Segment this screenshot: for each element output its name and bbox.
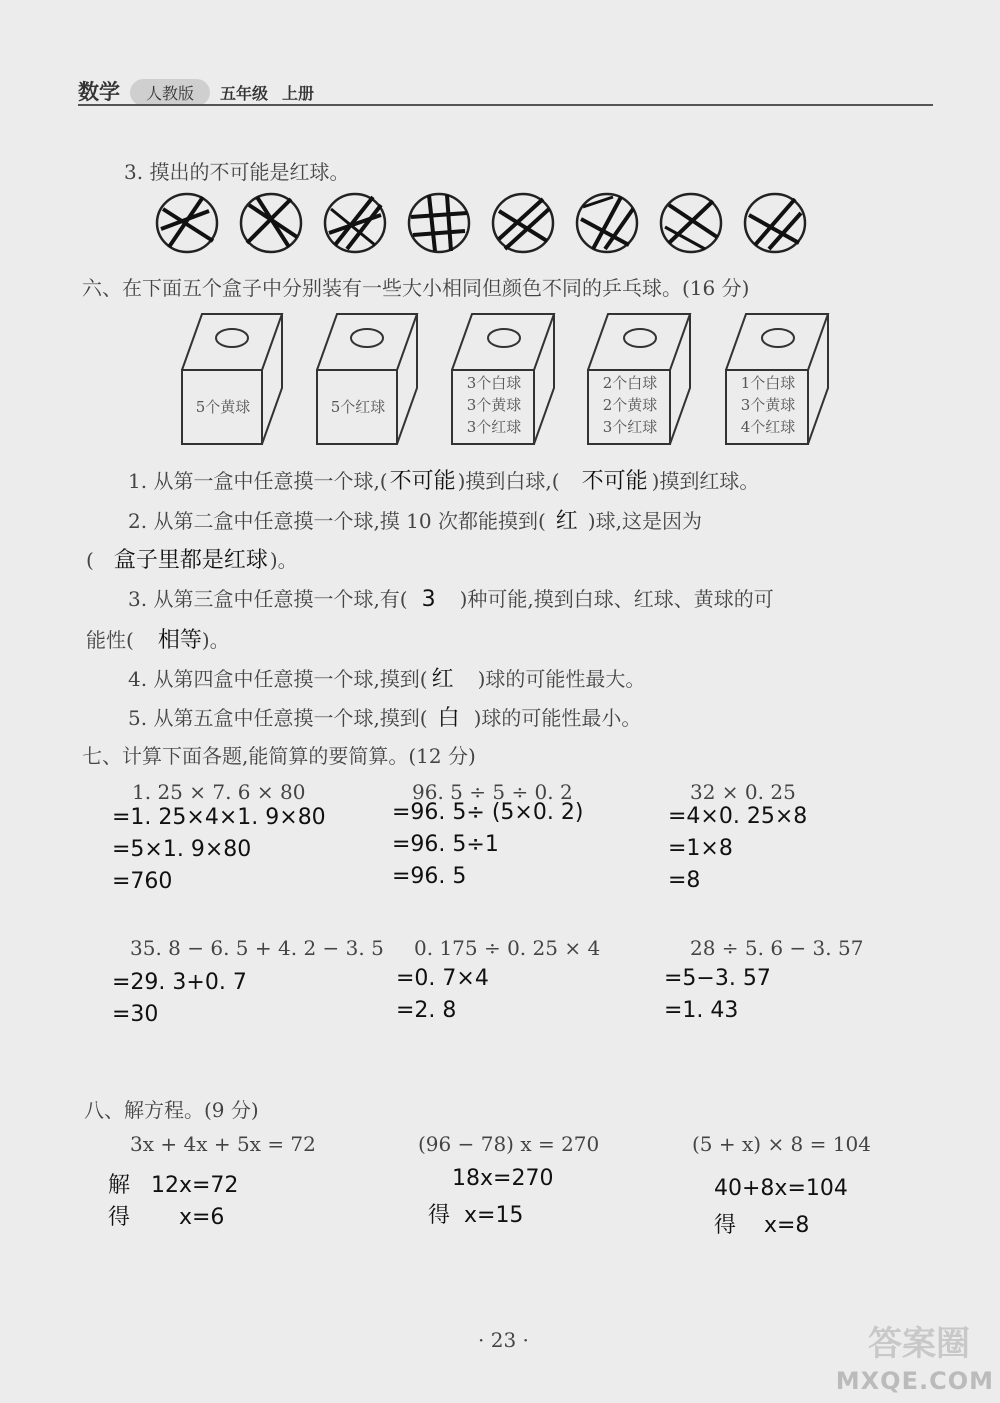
q6-q3-text-a: 3. 从第三盒中任意摸一个球,有( (128, 587, 408, 611)
q6-q4-text-a: 4. 从第四盒中任意摸一个球,摸到( (128, 667, 428, 691)
page-number: · 23 · (478, 1328, 529, 1352)
q6-q5-answer: 白 (437, 706, 460, 731)
box-3-line-3: 3个红球 (466, 418, 522, 436)
q7-p5-step-1: =0. 7×4 (396, 966, 489, 991)
q6-question-1 (128, 464, 759, 495)
q7-p4-step-1: =29. 3+0. 7 (112, 970, 247, 995)
q6-q1-text-b: )摸到白球,( (457, 469, 560, 493)
q8-e3-problem: (5 + x) × 8 = 104 (692, 1132, 871, 1156)
q7-title: 七、计算下面各题,能简算的要简算。(12 分) (82, 744, 476, 768)
crossed-balls-row (150, 190, 820, 256)
box-5-line-2: 3个黄球 (740, 396, 796, 414)
q6-q2-text-d: )。 (269, 548, 298, 572)
q7-p2-step-1: =96. 5÷ (5×0. 2) (392, 800, 584, 825)
q6-q1-answer-1: 不可能 (389, 469, 456, 494)
q6-question-4 (128, 662, 645, 693)
q7-p3-step-1: =4×0. 25×8 (668, 804, 808, 829)
box-3-line-2: 3个黄球 (466, 396, 522, 414)
header-volume: 上册 (282, 84, 315, 103)
q6-q3-text-d: )。 (201, 628, 230, 652)
q6-q1-text-c: )摸到红球。 (651, 469, 760, 493)
crossed-ball-1 (157, 194, 217, 252)
q7-p2-problem: 96. 5 ÷ 5 ÷ 0. 2 (412, 780, 573, 804)
q7-p6-step-1: =5−3. 57 (664, 966, 771, 991)
crossed-ball-2 (241, 194, 301, 252)
q6-q5-text-a: 5. 从第五盒中任意摸一个球,摸到( (128, 706, 428, 730)
q6-question-2-cont (86, 543, 298, 574)
header-grade: 五年级 (220, 84, 269, 103)
q7-p4-step-2: =30 (112, 1002, 159, 1027)
q8-e3-step-2: 得 x=8 (714, 1213, 810, 1238)
q8-title: 八、解方程。(9 分) (84, 1098, 259, 1122)
q6-q2-text-b: )球,这是因为 (587, 509, 702, 533)
header-subject: 数学 (78, 80, 120, 104)
q6-q3-text-c: 能性( (86, 628, 134, 652)
q6-q2-text-a: 2. 从第二盒中任意摸一个球,摸 10 次都能摸到( (128, 509, 546, 533)
box-5-line-1: 1个白球 (740, 374, 796, 392)
header-edition: 人教版 (130, 79, 210, 106)
q6-question-3-cont (86, 623, 230, 654)
q7-p2-step-3: =96. 5 (392, 864, 467, 889)
q6-q2-text-c: ( (86, 548, 94, 572)
crossed-ball-5 (493, 194, 553, 252)
box-1-label (182, 396, 264, 418)
box-4-line-3: 3个红球 (602, 418, 658, 436)
q5-item3-text: 3. 摸出的不可能是红球。 (124, 160, 350, 184)
q6-q3-answer-1: 3 (421, 587, 436, 612)
q6-q4-answer: 红 (431, 667, 454, 692)
box-4-line-1: 2个白球 (602, 374, 658, 392)
crossed-ball-7 (661, 194, 721, 252)
box-2 (317, 314, 417, 444)
watermark (810, 1313, 1000, 1403)
crossed-ball-3 (325, 194, 385, 252)
q7-p3-step-2: =1×8 (668, 836, 733, 861)
q6-q1-text-a: 1. 从第一盒中任意摸一个球,( (128, 469, 388, 493)
watermark-logo: 答案圈 (868, 1324, 970, 1364)
box-3-line-1: 3个白球 (466, 374, 522, 392)
box-4-label (588, 372, 672, 438)
q7-p1-step-3: =760 (112, 869, 173, 894)
q7-p1-step-1: =1. 25×4×1. 9×80 (112, 805, 326, 830)
q7-p6-step-2: =1. 43 (664, 998, 739, 1023)
box-4-line-2: 2个黄球 (602, 396, 658, 414)
q8-e2-step-2: 得 x=15 (428, 1203, 524, 1228)
q6-q2-answer-1: 红 (555, 509, 578, 534)
q7-p5-step-2: =2. 8 (396, 998, 457, 1023)
q6-q5-text-b: )球的可能性最小。 (473, 706, 642, 730)
q8-e1-step-2: 得 x=6 (108, 1205, 225, 1230)
q6-q3-answer-2: 相等 (157, 628, 202, 653)
q6-question-2 (128, 504, 702, 535)
box-1-line-1: 5个黄球 (195, 398, 251, 416)
box-2-line-1: 5个红球 (330, 398, 386, 416)
q6-question-5 (128, 701, 641, 732)
box-3-label (452, 372, 536, 438)
q6-title: 六、在下面五个盒子中分别装有一些大小相同但颜色不同的乒乓球。(16 分) (82, 276, 750, 300)
q6-question-3 (128, 583, 774, 612)
watermark-site: MXQE.COM (835, 1367, 994, 1395)
q6-q1-answer-2: 不可能 (581, 469, 648, 494)
crossed-ball-4 (409, 194, 469, 252)
header-divider (78, 104, 933, 106)
q7-p2-step-2: =96. 5÷1 (392, 832, 499, 857)
q7-p4-problem: 35. 8 − 6. 5 + 4. 2 − 3. 5 (130, 936, 384, 960)
q8-e3-step-1: 40+8x=104 (714, 1176, 848, 1201)
q7-p3-step-3: =8 (668, 868, 701, 893)
q8-e1-problem: 3x + 4x + 5x = 72 (130, 1132, 316, 1156)
q7-p5-problem: 0. 175 ÷ 0. 25 × 4 (414, 936, 601, 960)
crossed-ball-6 (577, 194, 637, 252)
q8-e2-step-1: 18x=270 (452, 1166, 554, 1191)
q7-p1-problem: 1. 25 × 7. 6 × 80 (132, 780, 306, 804)
q6-q2-answer-2: 盒子里都是红球 (113, 548, 268, 573)
box-1 (182, 314, 282, 444)
q8-e1-step-1: 解 12x=72 (108, 1173, 239, 1198)
box-5-line-3: 4个红球 (740, 418, 796, 436)
crossed-ball-8 (745, 194, 805, 252)
box-5-label (726, 372, 810, 438)
q7-p6-problem: 28 ÷ 5. 6 − 3. 57 (690, 936, 864, 960)
q6-q4-text-b: )球的可能性最大。 (477, 667, 646, 691)
box-2-label (317, 396, 399, 418)
q6-q3-text-b: )种可能,摸到白球、红球、黄球的可 (459, 587, 774, 611)
q7-p1-step-2: =5×1. 9×80 (112, 837, 252, 862)
page-header (78, 76, 314, 106)
q7-p3-problem: 32 × 0. 25 (690, 780, 796, 804)
q8-e2-problem: (96 − 78) x = 270 (418, 1132, 600, 1156)
